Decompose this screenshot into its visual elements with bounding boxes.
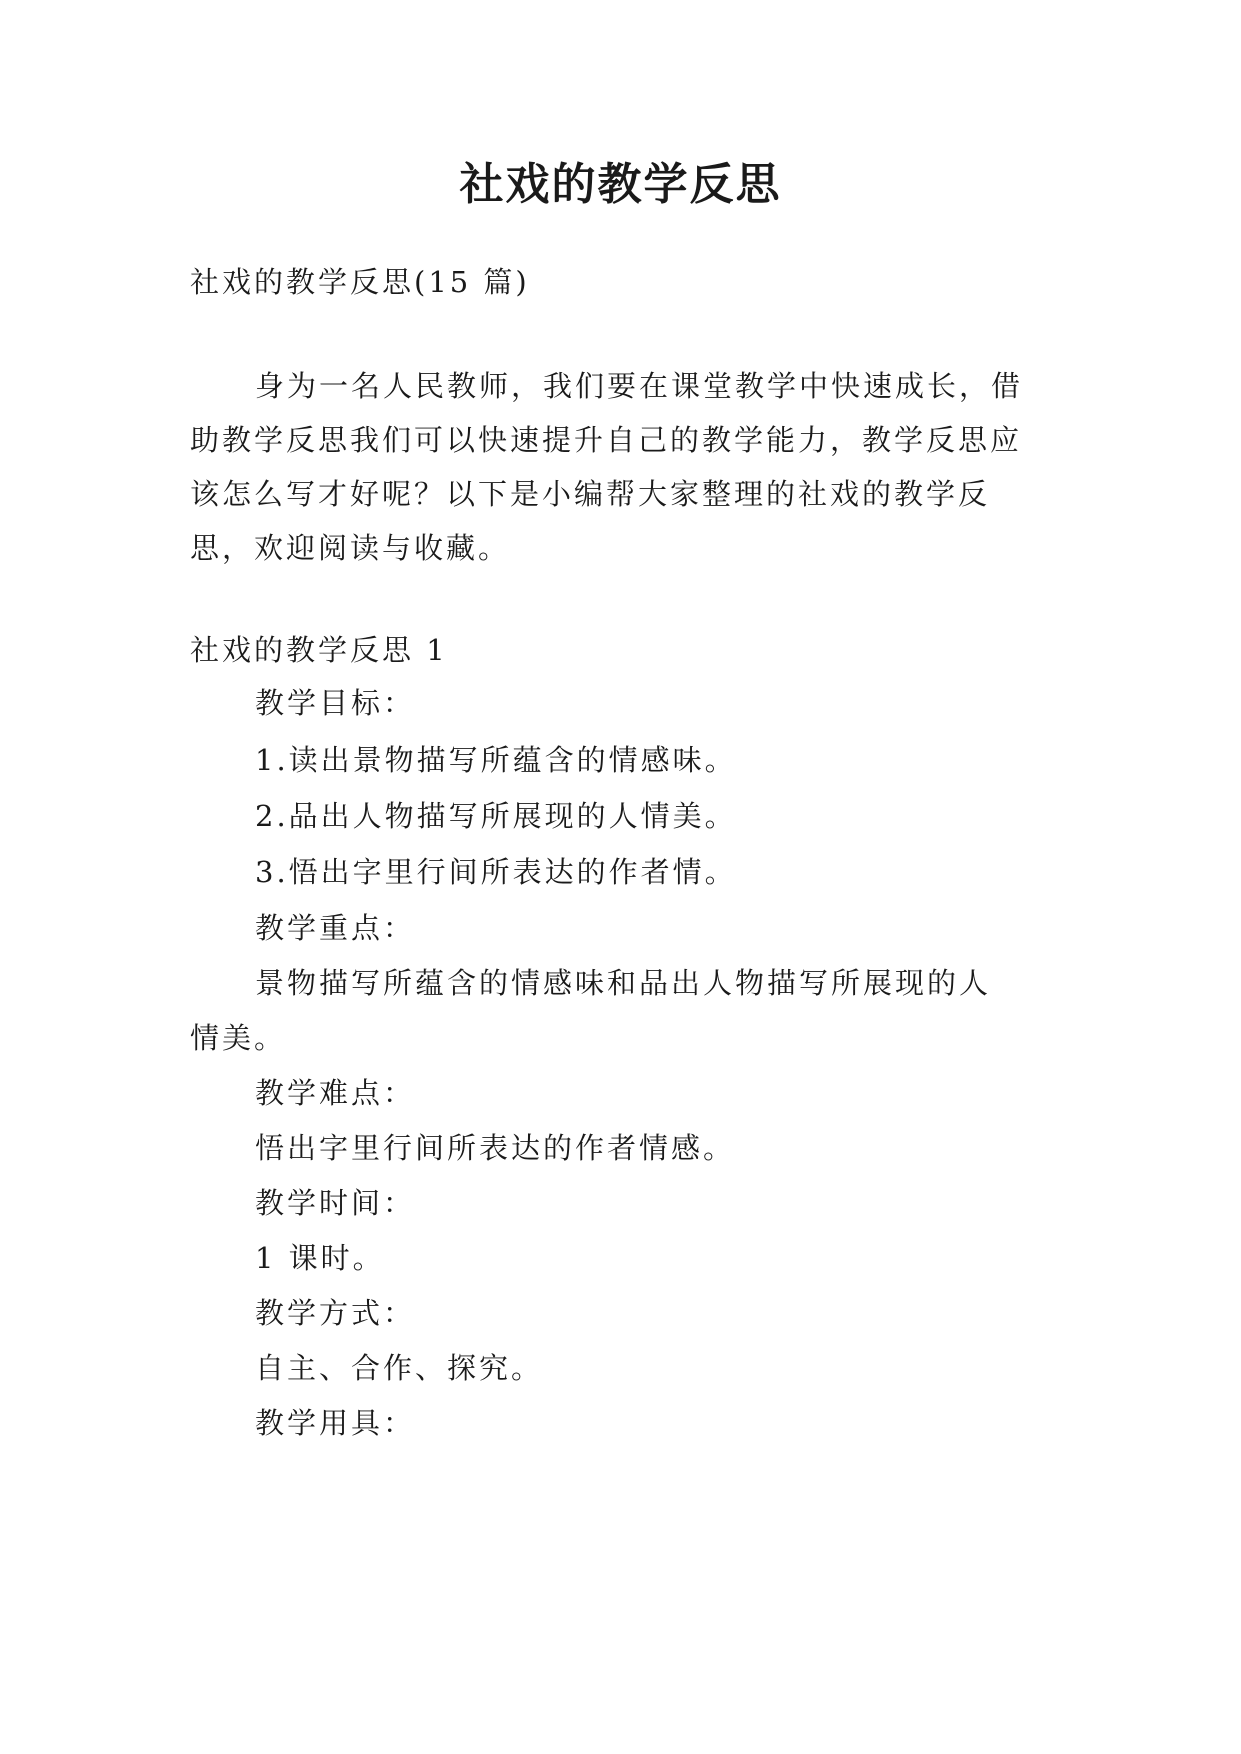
focus-label: 教学重点： [255,911,416,945]
difficulty-label: 教学难点： [255,1076,416,1110]
intro-line: 该怎么写才好呢？以下是小编帮大家整理的社戏的教学反 [190,477,991,511]
time-label: 教学时间： [255,1186,416,1220]
time-text: 1 课时。 [255,1241,385,1275]
goal-item: 1.读出景物描写所蕴含的情感味。 [255,743,737,777]
goal-item: 2.品出人物描写所展现的人情美。 [255,799,737,833]
goal-item: 3.悟出字里行间所表达的作者情。 [255,855,737,889]
method-text: 自主、合作、探究。 [255,1351,544,1385]
method-label: 教学方式： [255,1296,416,1330]
section-heading: 社戏的教学反思 1 [190,633,448,667]
goals-label: 教学目标： [255,686,416,720]
intro-line: 思，欢迎阅读与收藏。 [190,531,511,565]
page-title: 社戏的教学反思 [459,159,782,210]
document-subtitle: 社戏的教学反思(15 篇) [190,265,530,299]
focus-line: 景物描写所蕴含的情感味和品出人物描写所展现的人 [255,966,992,1000]
intro-line: 身为一名人民教师，我们要在课堂教学中快速成长，借 [255,369,1024,403]
difficulty-text: 悟出字里行间所表达的作者情感。 [255,1131,736,1165]
tools-label: 教学用具： [255,1406,416,1440]
focus-line: 情美。 [190,1021,287,1055]
intro-line: 助教学反思我们可以快速提升自己的教学能力，教学反思应 [190,423,1023,457]
